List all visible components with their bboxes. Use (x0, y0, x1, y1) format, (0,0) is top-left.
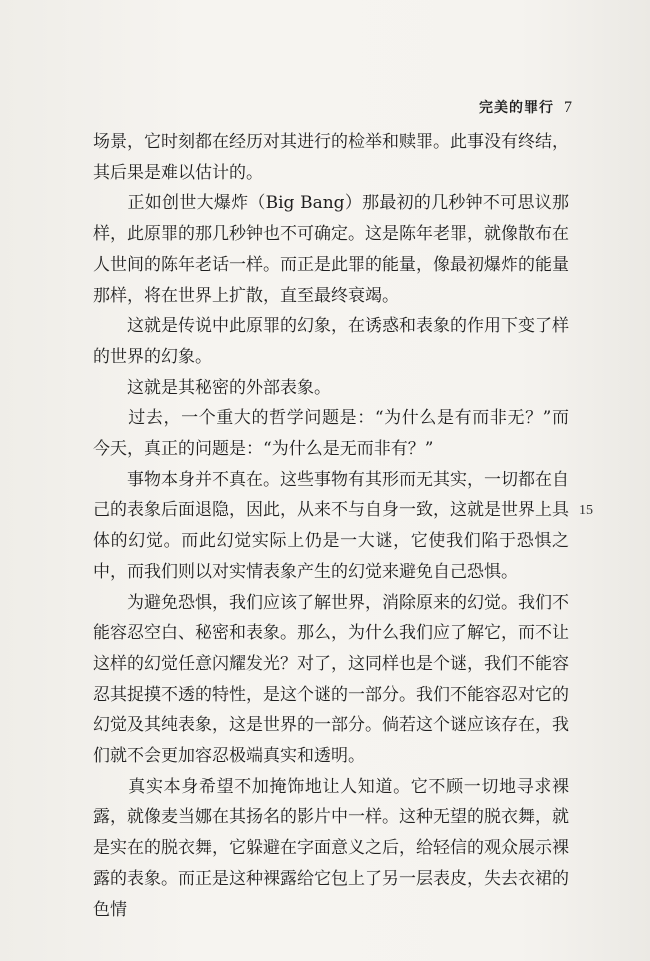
paragraph: 真实本身希望不加掩饰地让人知道。它不顾一切地寻求裸露，就像麦当娜在其扬名的影片中一样。这种无望的脱衣舞，就是实在的脱衣舞，它躲避在字面意义之后，给轻信的观众展示裸露的表象。而正是这种裸露给它包上了另一层表皮，失去衣裙的色情 (93, 776, 569, 920)
paragraph: 这就是传说中此原罪的幻象，在诱惑和表象的作用下变了样的世界的幻象。 (93, 316, 569, 367)
paragraph: 场景，它时刻都在经历对其进行的检举和赎罪。此事没有终结，其后果是难以估计的。 (93, 132, 569, 183)
paragraph: 为避免恐惧，我们应该了解世界，消除原来的幻觉。我们不能容忍空白、秘密和表象。那么，为什么我们应了解它，而不让这样的幻觉任意闪耀发光？对了，这同样也是个谜，我们不能容忍其捉摸不透的特性，是这个谜的一部分。我们不能容忍对它的幻觉及其纯表象，这是世界的一部分。倘若这个谜应该存在，我们就不会更加容忍极端真实和透明。 (93, 592, 569, 767)
margin-line-number: 15 (579, 503, 593, 518)
paragraph: 正如创世大爆炸（Big Bang）那最初的几秒钟不可思议那样，此原罪的那几秒钟也不可确定。这是陈年老罪，就像散布在人世间的陈年老话一样。而正是此罪的能量，像最初爆炸的能量那样，将在世界上扩散，直至最终衰竭。 (93, 193, 569, 306)
paragraph: 这就是其秘密的外部表象。 (93, 377, 331, 398)
paragraph: 过去，一个重大的哲学问题是：“为什么是有而非无？”而今天，真正的问题是：“为什么是无而非有？” (93, 408, 569, 460)
page-number: 7 (564, 99, 572, 116)
running-header (479, 97, 572, 117)
paragraph: 事物本身并不真在。这些事物有其形而无其实，一切都在自己的表象后面退隐，因此，从来不与自身一致，这就是世界上具体的幻觉。而此幻觉实际上仍是一大谜，它使我们陷于恐惧之中，而我们则以对实情表象产生的幻觉来避免自己恐惧。 (93, 469, 569, 582)
body-text (93, 127, 569, 925)
running-header-title: 完美的罪行 (479, 100, 554, 116)
